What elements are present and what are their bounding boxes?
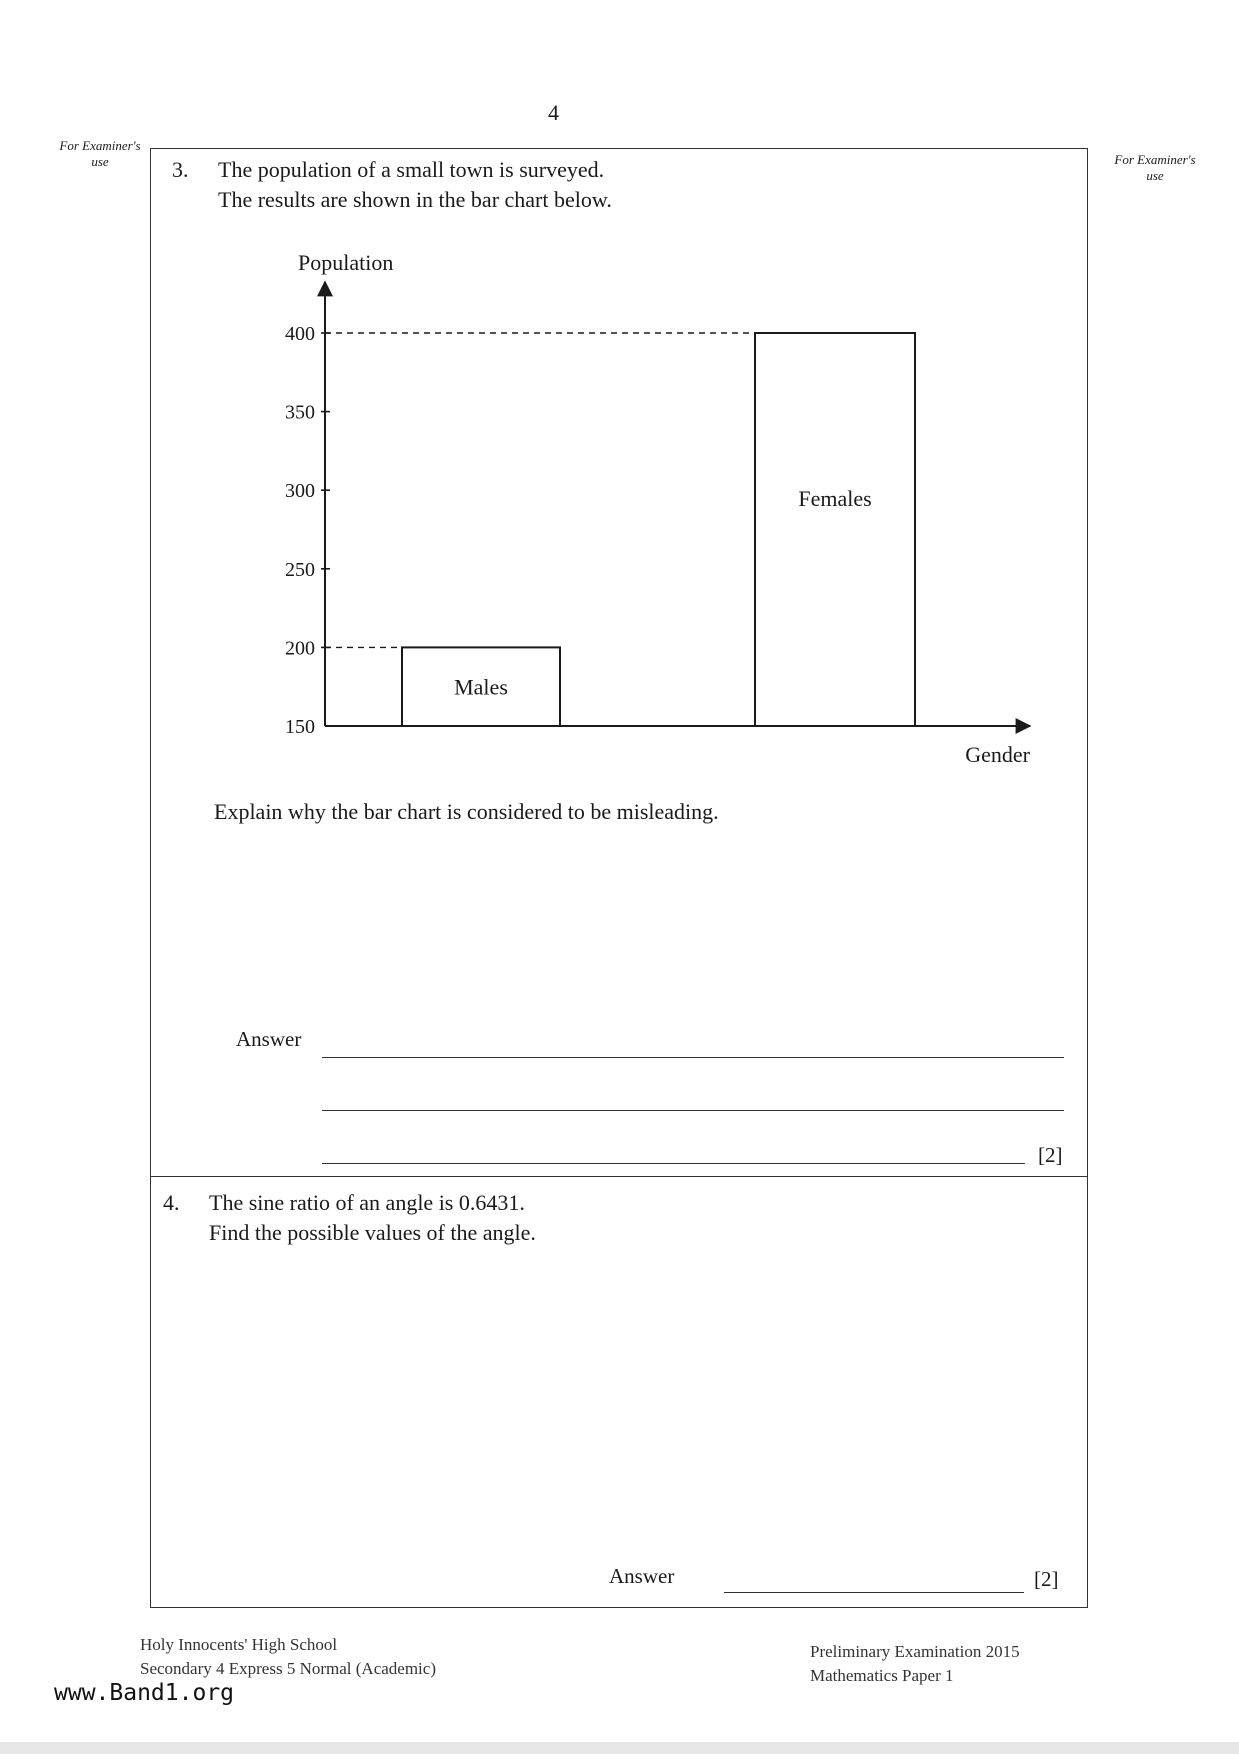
footer-exam: Preliminary Examination 2015 <box>810 1642 1020 1661</box>
q3-explain: Explain why the bar chart is considered to be misleading. <box>214 799 719 824</box>
question-divider <box>150 1176 1088 1177</box>
q3-answer-line-3[interactable] <box>322 1163 1025 1164</box>
y-tick-label: 250 <box>285 558 315 581</box>
y-tick-label: 200 <box>285 637 315 660</box>
q3-answer-line-2[interactable] <box>322 1110 1064 1111</box>
footer-exam-info <box>810 1640 1020 1688</box>
footer-school: Holy Innocents' High School <box>140 1635 338 1654</box>
examiner-use-note-left: For Examiner's use <box>59 138 141 169</box>
q3-answer-label: Answer <box>236 1027 302 1051</box>
bar-females <box>755 333 915 726</box>
y-axis-title: Population <box>298 250 394 275</box>
q3-line2: The results are shown in the bar chart below. <box>218 187 612 212</box>
y-tick-label: 150 <box>285 716 315 738</box>
page-number: 4 <box>548 100 559 125</box>
bar-label: Males <box>454 674 508 700</box>
q3-line1: The population of a small town is surveyed. <box>218 157 605 182</box>
q3-marks: [2] <box>1038 1143 1063 1167</box>
footer-school-info <box>140 1633 436 1681</box>
bar-label: Females <box>798 485 872 511</box>
q4-line1: The sine ratio of an angle is 0.6431. <box>209 1190 525 1215</box>
q4-answer-line[interactable] <box>724 1592 1024 1593</box>
q3-answer-line-1[interactable] <box>322 1057 1064 1058</box>
y-tick-label: 300 <box>285 480 315 503</box>
footer-paper: Mathematics Paper 1 <box>810 1666 954 1685</box>
y-tick-label: 350 <box>285 401 315 424</box>
watermark-url: www.Band1.org <box>54 1680 235 1706</box>
q4-prompt <box>209 1188 536 1248</box>
x-axis-title: Gender <box>965 742 1030 767</box>
examiner-use-note-right: For Examiner's use <box>1114 152 1196 183</box>
q4-line2: Find the possible values of the angle. <box>209 1220 536 1245</box>
q4-answer-label: Answer <box>609 1564 675 1588</box>
bar-chart <box>0 0 1239 780</box>
scan-edge <box>0 1742 1239 1754</box>
q3-number: 3. <box>172 157 189 182</box>
q4-number: 4. <box>163 1190 180 1215</box>
footer-level: Secondary 4 Express 5 Normal (Academic) <box>140 1659 436 1678</box>
q4-marks: [2] <box>1034 1567 1059 1591</box>
y-tick-label: 400 <box>285 323 315 345</box>
